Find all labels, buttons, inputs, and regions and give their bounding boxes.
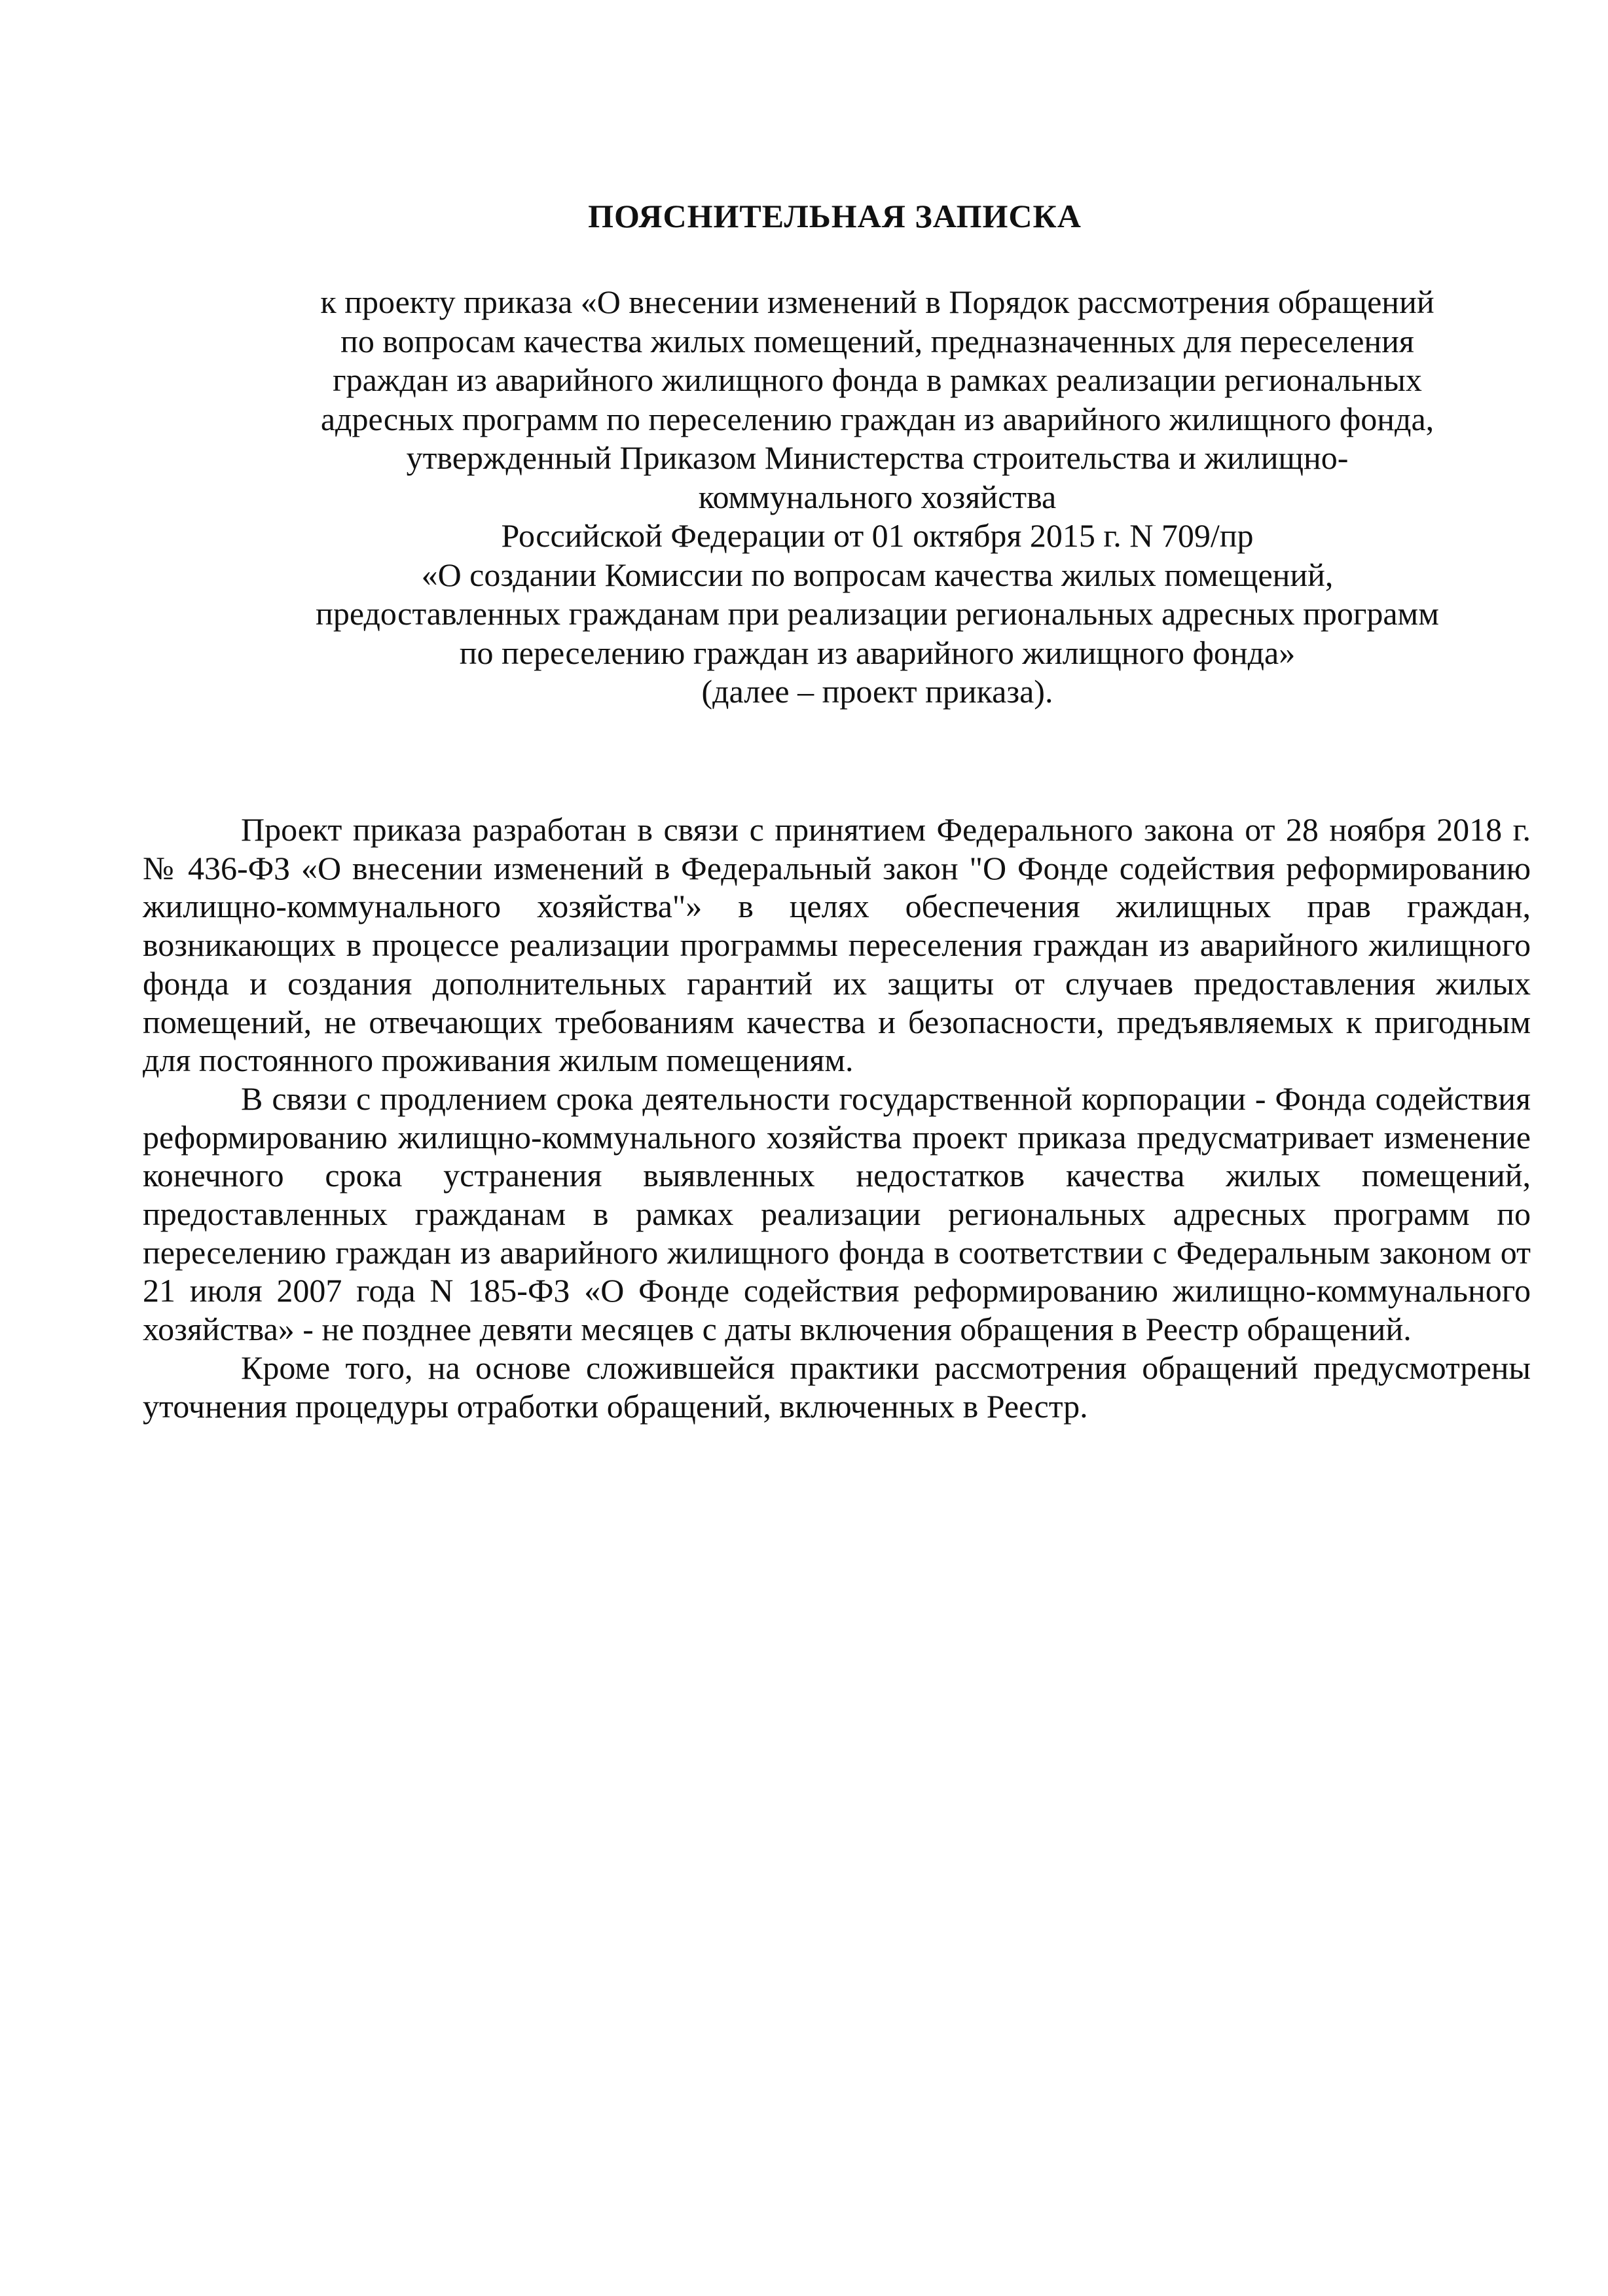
document-body — [143, 811, 1531, 1425]
subject-line: Российской Федерации от 01 октября 2015 г. N 709/пр — [501, 517, 1254, 554]
subject-line: коммунального хозяйства — [698, 478, 1057, 515]
subject-line: «О создании Комиссии по вопросам качества жилых помещений, — [421, 556, 1334, 593]
body-paragraph: Кроме того, на основе сложившейся практики рассмотрения обращений предусмотрены уточнения процедуры отработки обращений, включенных в Реестр. — [143, 1349, 1531, 1425]
subject-line: граждан из аварийного жилищного фонда в рамках реализации региональных — [333, 361, 1422, 398]
subject-line: (далее – проект приказа). — [701, 673, 1053, 710]
document-subject — [216, 283, 1539, 712]
body-paragraph: В связи с продлением срока деятельности государственной корпорации - Фонда содействия реформированию жилищно-коммунального хозяйства проект приказа предусматривает изменение конечного срока устранения выявленных недостатков качества жилых помещений, предоставленных гражданам в рамках реализации региональных адресных программ по переселению граждан из аварийного жилищного фонда в соответствии с Федеральным законом от 21 июля 2007 года N 185-ФЗ «О Фонде содействия реформированию жилищно-коммунального хозяйства» - не позднее девяти месяцев с даты включения обращения в Реестр обращений. — [143, 1080, 1531, 1348]
document-title: ПОЯСНИТЕЛЬНАЯ ЗАПИСКА — [588, 198, 1082, 234]
subject-line: по вопросам качества жилых помещений, предназначенных для переселения — [340, 322, 1414, 359]
subject-line: предоставленных гражданам при реализации региональных адресных программ — [316, 595, 1439, 632]
subject-line: адресных программ по переселению граждан из аварийного жилищного фонда, — [320, 400, 1434, 437]
body-paragraph: Проект приказа разработан в связи с принятием Федерального закона от 28 ноября 2018 г. № 436-ФЗ «О внесении изменений в Федеральный закон "О Фонде содействия реформированию жилищно-коммунального хозяйства"» в целях обеспечения жилищных прав граждан, возникающих в процессе реализации программы переселения граждан из аварийного жилищного фонда и создания дополнительных гарантий их защиты от случаев предоставления жилых помещений, не отвечающих требованиям качества и безопасности, предъявляемых к пригодным для постоянного проживания жилым помещениям. — [143, 811, 1531, 1079]
subject-line: к проекту приказа «О внесении изменений в Порядок рассмотрения обращений — [320, 283, 1434, 320]
subject-line: утвержденный Приказом Министерства строительства и жилищно- — [406, 439, 1349, 476]
subject-line: по переселению граждан из аварийного жилищного фонда» — [459, 634, 1296, 671]
